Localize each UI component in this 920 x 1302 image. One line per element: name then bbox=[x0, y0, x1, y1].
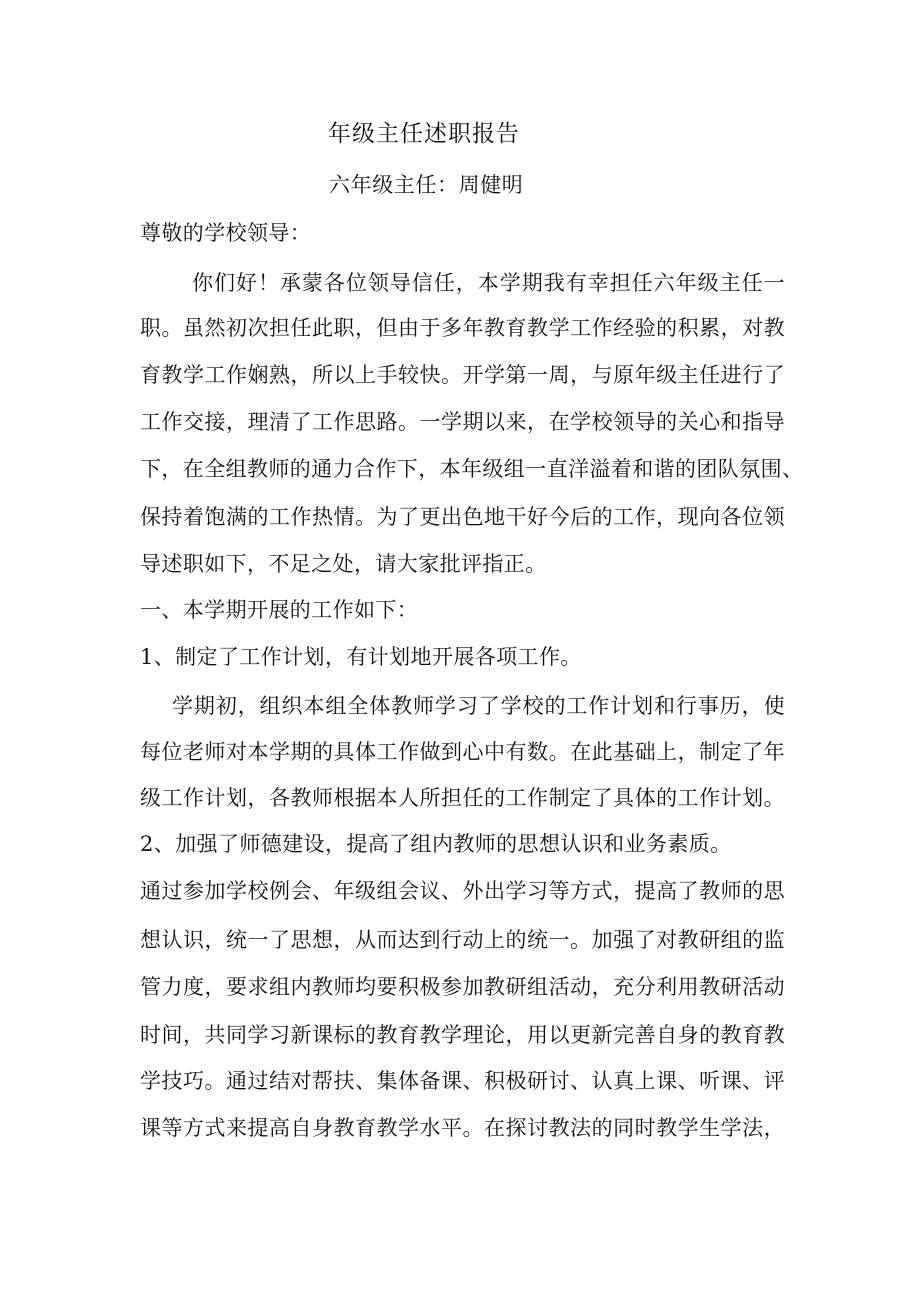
report-title: 年级主任述职报告 bbox=[328, 121, 520, 147]
item-two-line: 想认识，统一了思想，从而达到行动上的统一。加强了对教研组的监 bbox=[140, 928, 785, 952]
intro-line: 育教学工作娴熟，所以上手较快。开学第一周，与原年级主任进行了 bbox=[140, 363, 785, 387]
item-two-line: 管力度，要求组内教师均要积极参加教研组活动，充分利用教研活动 bbox=[140, 975, 785, 999]
item-two-heading: 2、加强了师德建设，提高了组内教师的思想认识和业务素质。 bbox=[140, 832, 732, 856]
item-one-line: 每位老师对本学期的具体工作做到心中有数。在此基础上，制定了年 bbox=[140, 740, 785, 764]
intro-line: 你们好！承蒙各位领导信任，本学期我有幸担任六年级主任一 bbox=[192, 271, 785, 295]
intro-line: 下，在全组教师的通力合作下，本年级组一直洋溢着和谐的团队氛围、 bbox=[140, 457, 804, 481]
intro-line: 职。虽然初次担任此职，但由于多年教育教学工作经验的积累，对教 bbox=[140, 316, 785, 340]
item-two-line: 学技巧。通过结对帮扶、集体备课、积极研讨、认真上课、听课、评 bbox=[140, 1069, 785, 1093]
item-two-line: 通过参加学校例会、年级组会议、外出学习等方式，提高了教师的思 bbox=[140, 879, 785, 903]
section-one-heading: 一、本学期开展的工作如下： bbox=[140, 598, 419, 622]
item-two-line: 时间，共同学习新课标的教育教学理论，用以更新完善自身的教育教 bbox=[140, 1023, 785, 1047]
author-line: 六年级主任：周健明 bbox=[329, 173, 524, 197]
item-one-line: 学期初，组织本组全体教师学习了学校的工作计划和行事历，使 bbox=[172, 694, 785, 718]
intro-line: 保持着饱满的工作热情。为了更出色地干好今后的工作，现向各位领 bbox=[140, 505, 785, 529]
item-two-line: 课等方式来提高自身教育教学水平。在探讨教法的同时教学生学法， bbox=[140, 1116, 785, 1140]
salutation: 尊敬的学校领导： bbox=[140, 221, 312, 245]
item-one-heading: 1、制定了工作计划，有计划地开展各项工作。 bbox=[140, 645, 582, 669]
intro-line: 导述职如下，不足之处，请大家批评指正。 bbox=[140, 552, 547, 576]
intro-line: 工作交接，理清了工作思路。一学期以来，在学校领导的关心和指导 bbox=[140, 410, 785, 434]
item-one-line: 级工作计划，各教师根据本人所担任的工作制定了具体的工作计划。 bbox=[140, 786, 785, 810]
